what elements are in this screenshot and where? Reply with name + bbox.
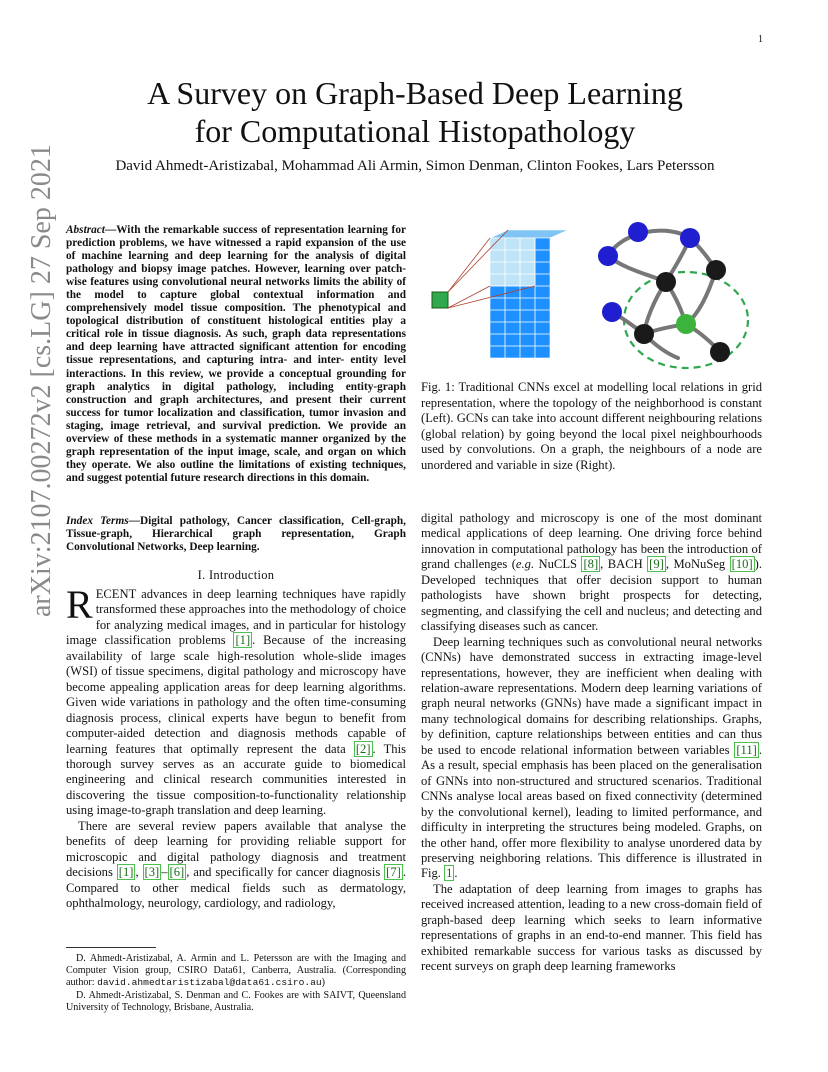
intro-right-column (421, 511, 762, 975)
citation-link[interactable]: [1] (235, 633, 251, 648)
page-number: 1 (758, 34, 763, 45)
footnote-affiliation-1: D. Ahmedt-Aristizabal, A. Armin and L. Petersson are with the Imaging and Computer Vision group, CSIRO Data61, Canberra, Australia. (Corresponding author: david.ahmedtaristizabal@data61.csiro.au) (66, 953, 406, 989)
citation-link[interactable]: [9] (649, 557, 664, 572)
intro-paragraph-2: There are several review papers available that analyse the benefits of deep learning for providing reliable support for microscopic and digital pathology diagnosis and treatment decisions [1] , [3] – [6] , and specifically for cancer diagnosis [7] . Compared to other medical fields such as dermatology, ophthalmology, neurology, cardiology, and radiology, (66, 818, 406, 911)
graph-diagram (598, 222, 748, 368)
index-terms-text: —Digital pathology, Cancer classification, Cell-graph, Tissue-graph, Hierarchical graph representation, Graph Convolutional Networks, Deep learning. (66, 515, 406, 554)
citation-link[interactable]: [3] (144, 865, 160, 880)
footnote-rule (66, 947, 156, 948)
index-terms-label: Index Terms (66, 515, 129, 527)
paper-title (60, 74, 770, 150)
title-line-1: A Survey on Graph-Based Deep Learning (147, 75, 683, 111)
section-heading: I. Introduction (197, 568, 275, 582)
right-paragraph-3: The adaptation of deep learning from images to graphs has received increased attention, leading to a new cross-domain field of graph-based deep learning which seeks to learn informative representations of graphs in an end-to-end manner. This field has exhibited remarkable success for various tasks as discussed by recent surveys on graph deep learning frameworks (421, 881, 762, 974)
citation-link[interactable]: [10] (731, 557, 753, 572)
index-terms (66, 515, 406, 554)
author-list: David Ahmedt-Aristizabal, Mohammad Ali Armin, Simon Denman, Clinton Fookes, Lars Petersson (115, 158, 715, 174)
arxiv-identifier: arXiv:2107.00272v2 [cs.LG] 27 Sep 2021 (26, 144, 57, 617)
right-paragraph-2: Deep learning techniques such as convolutional neural networks (CNNs) have demonstrated success in extracting image-level representations, however, they are inefficient when dealing with relation-aware representations. Modern deep learning variations of graph neural networks (GNNs) have made a significant impact in many technological domains for describing relationships. Graphs, by definition, capture relationships between entities and can thus be used to encode relational information between variables [11] . As a result, special emphasis has been placed on the generalisation of GNNs into non-structured and structured scenarios. Traditional CNNs analyse local areas based on fixed connectivity (determined by the convolutional kernel), leading to limited performance, and difficulty in interpreting the structures being modeled. Graphs, on the other hand, offer more flexibility to analyse unordered data by preserving neighboring relations. This difference is illustrated in Fig. 1 . (421, 634, 762, 881)
citation-link[interactable]: [1] (118, 865, 134, 880)
intro-paragraph-1: RECENT advances in deep learning techniques have rapidly transformed these approaches into the methodology of choice for analyzing medical images, and in particular for histology image classification problems [1] . Because of the increasing availability of large scale high-resolution whole-slide images (WSI) of tissue specimens, digital pathology and microscopy have become appealing application areas for deep learning algorithms. Given wide variations in pathology and the often time-consuming diagnosis process, clinical experts have begun to benefit from computer-aided detection and diagnosis methods capable of learning features that optimally represent the data [2] . This thorough survey serves as an accurate guide to biomedical engineering and clinical research communities interested in discovering the tissue composition-to-functionality relationship using image-to-graph translation and deep learning. (66, 582, 407, 818)
author-email[interactable]: david.ahmedtaristizabal@data61.csiro.au (97, 977, 322, 989)
right-paragraph-1: digital pathology and microscopy is one of the most dominant medical applications of deep learning. One driving force behind innovation in computational pathology has been the introduction of grand challenges (e.g. NuCLS [8] , BACH [9] , MoNuSeg [10] ). Developed techniques that offer decision support to human pathologists have shown bright prospects for detecting, segmenting, and classifying the cell and nucleus; and detecting and classifying diseases such as cancer. (421, 511, 762, 634)
abstract-text: —With the remarkable success of representation learning for prediction problems, we have witnessed a rapid expansion of the use of machine learning and deep learning for the analysis of digital pathology and biopsy image patches. However, learning over patch-wise features using convolutional neural networks limits the ability of the model to capture global contextual information and comprehensively model tissue composition. The phenotypical and topological distribution of constituent histological entities play a critical role in tissue diagnosis. As such, graph data representations and deep learning have attracted significant attention for encoding tissue representations, and capturing intra- and inter- entity level interactions. In this review, we provide a conceptual grounding for graph analytics in digital pathology, including entity-graph construction and graph architectures, and present their current success for tumor localization and classification, tumor invasion and staging, image retrieval, and survival prediction. We provide an overview of these methods in a systematic manner organized by the graph representation of the input image, scale, and organ on which they operate. We also outline the limitations of existing techniques, and suggest potential future research directions in this domain. (66, 224, 406, 484)
figure-1-illustration (428, 220, 758, 370)
citation-link[interactable]: [11] (736, 742, 757, 757)
citation-link[interactable]: [8] (583, 557, 599, 572)
citation-link[interactable]: [2] (355, 741, 371, 756)
title-line-2: for Computational Histopathology (194, 113, 636, 149)
footnote-affiliation-2: D. Ahmedt-Aristizabal, S. Denman and C. Fookes are with SAIVT, Queensland University of Technology, Brisbane, Australia. (66, 989, 406, 1013)
intro-left-column (66, 582, 407, 912)
figure-reference-link[interactable]: 1 (446, 866, 453, 881)
footnotes (66, 953, 406, 1014)
citation-link[interactable]: [7] (386, 865, 401, 880)
abstract (66, 224, 406, 485)
drop-cap: R (66, 582, 93, 627)
figure-1-caption: Fig. 1: Traditional CNNs excel at modelling local relations in grid representation, where the topology of the neighborhood is constant (Left). GCNs can take into account different neighbouring relations (global relation) by going beyond the local pixel neighbourhoods used by convolutions. On a graph, the neighbours of a node are unordered and variable in size (Right). (421, 380, 762, 472)
citation-link[interactable]: [6] (169, 865, 185, 880)
abstract-label: Abstract (66, 224, 105, 236)
cnn-grid-diagram (432, 230, 568, 358)
